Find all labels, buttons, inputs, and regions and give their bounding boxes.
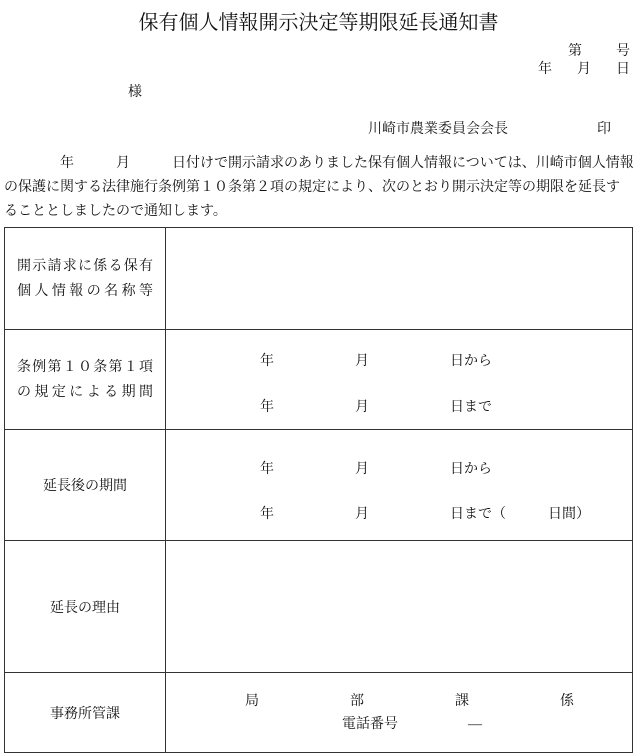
period-until-line xyxy=(260,507,590,523)
addressee-honorific: 様 xyxy=(128,85,142,100)
period-month: 月 xyxy=(355,400,369,415)
period-month: 月 xyxy=(355,462,369,477)
row-label-office-in-charge xyxy=(5,673,166,752)
period-day-until: 日まで xyxy=(450,400,492,415)
table-row-office-in-charge xyxy=(5,673,632,752)
cell-statutory-period xyxy=(166,330,632,429)
body-paragraph-line: の保護に関する法律施行条例第１０条第２項の規定により、次のとおり開示決定等の期限を延長す xyxy=(4,180,620,195)
row-label-extension-reason xyxy=(5,541,166,672)
office-org-line xyxy=(245,694,574,710)
cell-extended-period xyxy=(166,430,632,540)
doc-date-line xyxy=(538,58,630,78)
office-section: 課 xyxy=(455,694,469,709)
period-day-from: 日から xyxy=(450,462,492,477)
doc-date-month: 月 xyxy=(577,62,591,77)
row-label-line: 延長の理由 xyxy=(50,600,120,616)
period-year: 年 xyxy=(260,400,274,415)
cell-requested-info-value xyxy=(166,228,632,329)
doc-number-line xyxy=(568,40,630,60)
period-year: 年 xyxy=(260,507,274,522)
body-paragraph-line: 年 月 日付けで開示請求のありました保有個人情報については、川崎市個人情報 xyxy=(4,156,634,171)
period-from-line xyxy=(260,462,492,478)
period-year: 年 xyxy=(260,462,274,477)
sender-name: 川崎市農業委員会会長 xyxy=(368,122,508,137)
period-year: 年 xyxy=(260,354,274,369)
row-label-line: 個人情報の名称等 xyxy=(17,283,153,299)
doc-number-prefix: 第 xyxy=(568,44,582,59)
row-label-requested-info xyxy=(5,228,166,329)
table-row-statutory-period xyxy=(5,330,632,430)
doc-number-suffix: 号 xyxy=(616,44,630,59)
office-bureau: 局 xyxy=(245,694,259,709)
cell-office-in-charge xyxy=(166,673,632,752)
row-label-line: 延長後の期間 xyxy=(43,479,127,494)
office-phone-line xyxy=(342,717,482,733)
row-label-line: 開示請求に係る保有 xyxy=(17,258,153,274)
row-label-extended-period xyxy=(5,430,166,540)
table-row-requested-info xyxy=(5,228,632,330)
doc-date-day: 日 xyxy=(616,62,630,77)
table-row-extended-period xyxy=(5,430,632,541)
notice-table xyxy=(4,227,633,753)
phone-label: 電話番号 xyxy=(342,717,398,732)
doc-date-year: 年 xyxy=(538,62,552,77)
body-paragraph-line: ることとしましたので通知します。 xyxy=(4,204,227,219)
period-day-until-total: 日まで（ 日間） xyxy=(450,507,590,522)
period-month: 月 xyxy=(355,507,369,522)
office-subsection: 係 xyxy=(560,694,574,709)
seal-mark: 印 xyxy=(597,122,611,137)
period-month: 月 xyxy=(355,354,369,369)
office-department: 部 xyxy=(350,694,364,709)
period-day-from: 日から xyxy=(450,354,492,369)
body-paragraph xyxy=(4,152,634,224)
cell-extension-reason-value xyxy=(166,541,632,672)
row-label-line: 事務所管課 xyxy=(50,706,120,722)
document-title: 保有個人情報開示決定等期限延長通知書 xyxy=(138,12,499,34)
period-until-line xyxy=(260,400,492,416)
row-label-line: 条例第１０条第１項 xyxy=(17,359,153,375)
row-label-line: の規定による期間 xyxy=(17,384,153,400)
row-label-statutory-period xyxy=(5,330,166,429)
phone-separator: ― xyxy=(468,717,482,732)
period-from-line xyxy=(260,354,492,370)
table-row-extension-reason xyxy=(5,541,632,673)
